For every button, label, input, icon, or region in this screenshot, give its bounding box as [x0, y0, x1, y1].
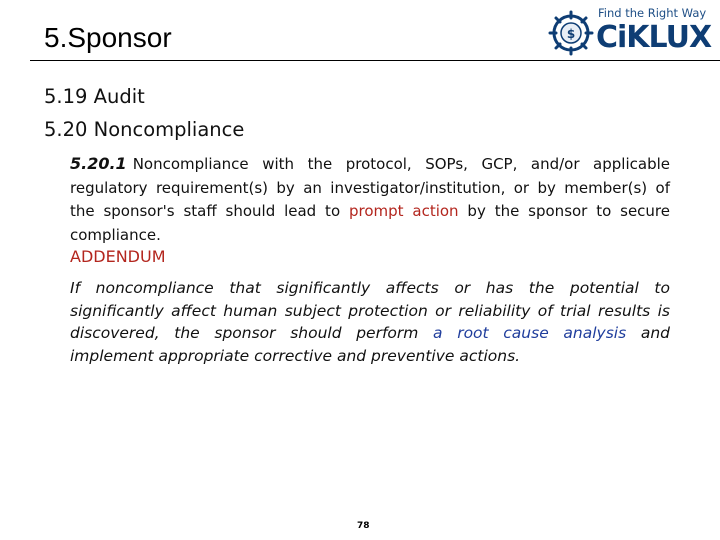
page-title: 5.Sponsor: [44, 22, 172, 53]
paragraph-text-end: by the sponsor to secure compliance.: [70, 202, 670, 244]
paragraph-number: 5.20.1: [70, 154, 127, 173]
addendum-text-start: If noncompliance that significantly affects or has the potential to significantly affect human subject protection or reliability of trial results is discovered, the sponsor should perform: [70, 279, 670, 342]
svg-text:$: $: [566, 27, 576, 41]
title-divider: [30, 60, 720, 61]
page-number: 78: [357, 521, 370, 531]
addendum-label: ADDENDUM: [70, 247, 166, 266]
addendum-paragraph: [70, 277, 670, 367]
logo-tagline: Find the Right Way: [598, 6, 707, 20]
section-heading-5-20: 5.20 Noncompliance: [44, 118, 245, 141]
addendum-text-end: and implement appropriate corrective and preventive actions.: [70, 324, 670, 365]
paragraph-5-20-1: [70, 152, 670, 247]
ciklux-logo: [546, 4, 714, 58]
highlight-root-cause: a root cause analysis: [433, 324, 627, 342]
paragraph-text-start: Noncompliance with the protocol, SOPs, GCP, and/or applicable regulatory requirement(s) by an investigator/institution, or by member(s) of the sponsor's staff should lead to: [70, 155, 670, 220]
section-heading-5-19: 5.19 Audit: [44, 85, 145, 108]
compass-icon: [548, 10, 594, 56]
highlight-prompt-action: prompt action: [348, 202, 459, 220]
logo-wordmark: CiKLUX: [596, 20, 712, 55]
